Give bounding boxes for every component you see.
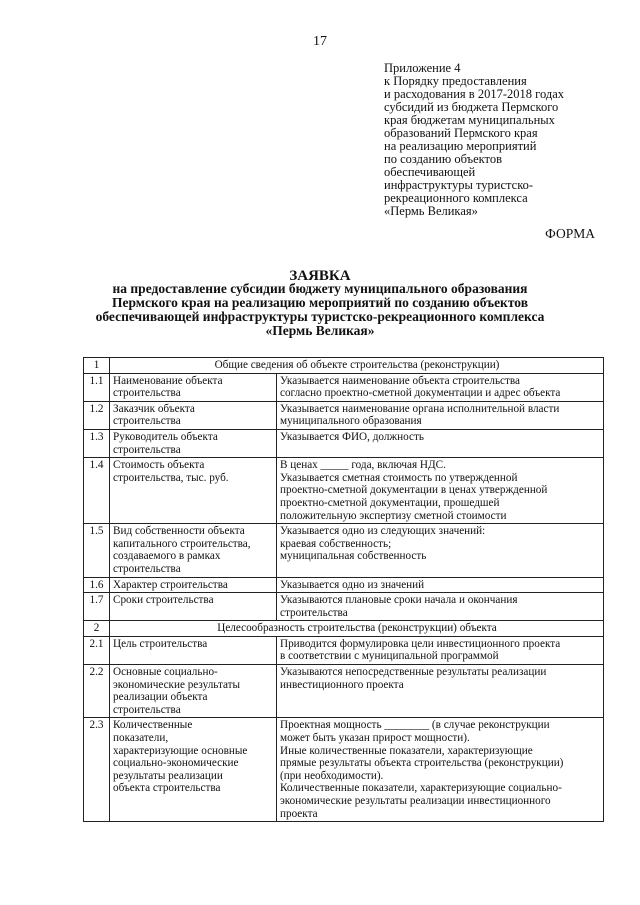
appendix-line: и расходования в 2017-2018 годах	[384, 87, 564, 101]
field-description-line: Указываются непосредственные результаты реализации	[280, 666, 547, 679]
document-subtitle	[0, 282, 640, 338]
row-number: 2.2	[84, 665, 110, 718]
field-description-line: Указывается ФИО, должность	[280, 430, 424, 443]
appendix-line: рекреационного комплекса	[384, 191, 528, 205]
row-field-description	[277, 401, 604, 429]
appendix-line: субсидий из бюджета Пермского	[384, 100, 559, 114]
appendix-line: инфраструктуры туристско-	[384, 178, 534, 192]
row-number: 2.3	[84, 718, 110, 822]
table-row	[84, 718, 604, 822]
field-description-line: Указывается одно из следующих значений:	[280, 525, 486, 538]
subtitle-line: обеспечивающей инфраструктуры туристско-рекреационного комплекса	[95, 309, 545, 324]
field-name-line: строительства	[113, 415, 181, 428]
field-description-line: положительную экспертизу сметной стоимости	[280, 509, 507, 522]
subtitle-line: «Пермь Великая»	[265, 323, 375, 338]
section-header-row	[84, 358, 604, 374]
row-field-name	[110, 665, 277, 718]
field-name-line: показатели,	[113, 732, 169, 745]
field-name-line: социально-экономические	[113, 757, 239, 770]
row-field-name	[110, 593, 277, 621]
field-description-line: прямые результаты объекта строительства (реконструкции)	[280, 757, 564, 770]
field-name-line: Наименование объекта	[113, 374, 223, 387]
field-description-line: строительства	[280, 606, 348, 619]
field-description-line: Приводится формулировка цели инвестиционного проекта	[280, 637, 561, 650]
row-field-description	[277, 636, 604, 664]
field-description-line: Указываются плановые сроки начала и окончания	[280, 594, 518, 607]
field-name-line: Стоимость объекта	[113, 459, 205, 472]
row-number: 1.3	[84, 429, 110, 457]
appendix-line: по созданию объектов	[384, 152, 502, 166]
field-description-line: Указывается наименование органа исполнительной власти	[280, 402, 560, 415]
field-description-line: (при необходимости).	[280, 769, 384, 782]
row-field-description	[277, 593, 604, 621]
field-name-line: Количественные	[113, 719, 193, 732]
table-row	[84, 401, 604, 429]
row-number: 1.2	[84, 401, 110, 429]
field-name-line: объекта строительства	[113, 782, 221, 795]
row-field-name	[110, 718, 277, 822]
table-row	[84, 429, 604, 457]
table-row	[84, 524, 604, 577]
field-name-line: Характер строительства	[113, 578, 228, 591]
field-description-line: проектно-сметной документации, прошедшей	[280, 496, 500, 509]
field-description-line: Количественные показатели, характеризующие социально-	[280, 782, 562, 795]
appendix-line: на реализацию мероприятий	[384, 139, 537, 153]
row-field-name	[110, 373, 277, 401]
table-row	[84, 636, 604, 664]
field-description-line: краевая собственность;	[280, 537, 392, 550]
section-number: 2	[84, 621, 110, 637]
appendix-line: «Пермь Великая»	[384, 204, 478, 218]
field-name-line: строительства	[113, 562, 181, 575]
row-number: 1.6	[84, 577, 110, 593]
field-description-line: может быть указан прирост мощности).	[280, 732, 470, 745]
appendix-line: края бюджетам муниципальных	[384, 113, 555, 127]
field-description-line: Указывается сметная стоимость по утвержденной	[280, 471, 518, 484]
field-name-line: строительства	[113, 703, 181, 716]
row-number: 1.7	[84, 593, 110, 621]
row-number: 1.1	[84, 373, 110, 401]
field-description-line: инвестиционного проекта	[280, 678, 404, 691]
row-field-description	[277, 718, 604, 822]
row-field-description	[277, 524, 604, 577]
page-number: 17	[313, 34, 327, 49]
row-field-name	[110, 458, 277, 524]
field-description-line: муниципального образования	[280, 415, 422, 428]
row-number: 1.4	[84, 458, 110, 524]
appendix-line: обеспечивающей	[384, 165, 476, 179]
field-description-line: согласно проектно-сметной документации и адрес объекта	[280, 387, 561, 400]
table-row	[84, 665, 604, 718]
table-row	[84, 577, 604, 593]
document-title: ЗАЯВКА	[289, 268, 351, 284]
field-description-line: муниципальная собственность	[280, 550, 427, 563]
table-row	[84, 458, 604, 524]
table-row	[84, 373, 604, 401]
subtitle-line: Пермского края на реализацию мероприятий по созданию объектов	[111, 295, 528, 310]
section-title: Целесообразность строительства (реконструкции) объекта	[110, 621, 604, 637]
field-description-line: Указывается одно из значений	[280, 578, 425, 591]
row-number: 2.1	[84, 636, 110, 664]
row-field-name	[110, 636, 277, 664]
row-field-description	[277, 373, 604, 401]
appendix-line: образований Пермского края	[384, 126, 538, 140]
row-field-description	[277, 429, 604, 457]
row-field-name	[110, 429, 277, 457]
row-field-description	[277, 458, 604, 524]
section-title: Общие сведения об объекте строительства (реконструкции)	[110, 358, 604, 374]
field-description-line: Иные количественные показатели, характеризующие	[280, 744, 533, 757]
field-name-line: Заказчик объекта	[113, 402, 195, 415]
row-field-name	[110, 524, 277, 577]
form-label: ФОРМА	[545, 226, 595, 241]
row-field-description	[277, 665, 604, 718]
application-form-table	[83, 357, 604, 822]
appendix-line: к Порядку предоставления	[384, 74, 527, 88]
field-name-line: Руководитель объекта	[113, 430, 218, 443]
field-name-line: Вид собственности объекта	[113, 525, 245, 538]
field-name-line: строительства, тыс. руб.	[113, 471, 229, 484]
appendix-note	[384, 62, 624, 218]
field-description-line: проектно-сметной документации в ценах утвержденной	[280, 484, 548, 497]
appendix-line: Приложение 4	[384, 61, 461, 75]
field-name-line: Основные социально-	[113, 666, 218, 679]
field-description-line: в соответствии с муниципальной программой	[280, 650, 499, 663]
section-header-row	[84, 621, 604, 637]
field-name-line: Цель строительства	[113, 637, 208, 650]
field-name-line: реализации объекта	[113, 691, 208, 704]
field-name-line: экономические результаты	[113, 678, 241, 691]
field-name-line: строительства	[113, 387, 181, 400]
section-number: 1	[84, 358, 110, 374]
field-description-line: Проектная мощность ________ (в случае реконструкции	[280, 719, 550, 732]
field-name-line: Сроки строительства	[113, 594, 214, 607]
row-field-name	[110, 577, 277, 593]
field-name-line: строительства	[113, 443, 181, 456]
row-field-name	[110, 401, 277, 429]
field-description-line: В ценах _____ года, включая НДС.	[280, 459, 446, 472]
row-number: 1.5	[84, 524, 110, 577]
row-field-description	[277, 577, 604, 593]
field-name-line: характеризующие основные	[113, 744, 248, 757]
field-description-line: проекта	[280, 807, 318, 820]
field-name-line: результаты реализации	[113, 769, 223, 782]
field-description-line: Указывается наименование объекта строительства	[280, 374, 520, 387]
table-row	[84, 593, 604, 621]
subtitle-line: на предоставление субсидии бюджету муниципального образования	[112, 281, 528, 296]
field-name-line: создаваемого в рамках	[113, 550, 221, 563]
field-description-line: экономические результаты реализации инвестиционного	[280, 795, 551, 807]
field-name-line: капитального строительства,	[113, 537, 251, 550]
